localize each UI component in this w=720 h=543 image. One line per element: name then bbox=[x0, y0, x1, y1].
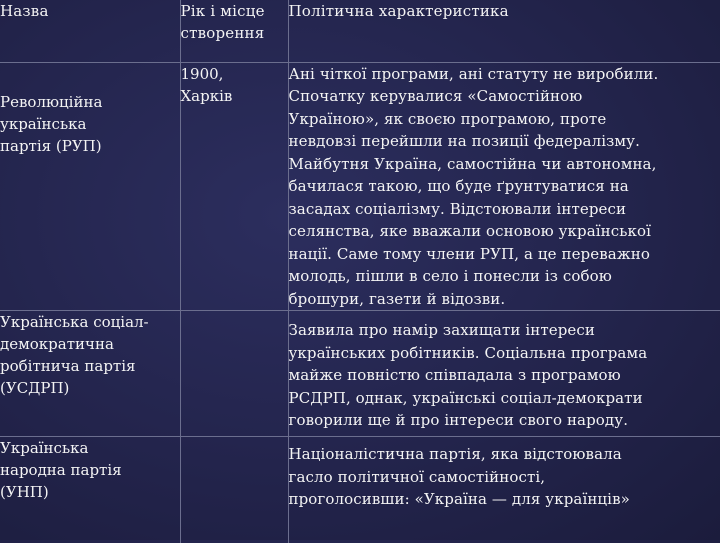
party-name-rup: Революційна українська партія (РУП) bbox=[0, 62, 180, 311]
description-unp: Націоналістична партія, яка відстоювала гасло політичної самостійності, проголосивши: «Україна — для українців» bbox=[288, 437, 720, 543]
table-row bbox=[0, 437, 720, 543]
party-name-usdrp: Українська соціал- демократична робітнича партія (УСДРП) bbox=[0, 311, 180, 437]
table-row bbox=[0, 311, 720, 437]
description-usdrp: Заявила про намір захищати інтереси українських робітників. Соціальна програма майже повністю співпадала з програмою РСДРП, однак, українські соціал-демократи говорили ще й про інтереси свого народу. bbox=[288, 311, 720, 437]
party-name-unp: Українська народна партія (УНП) bbox=[0, 437, 180, 543]
year-place-unp bbox=[180, 437, 288, 543]
year-place-usdrp bbox=[180, 311, 288, 437]
header-name: Назва bbox=[0, 0, 180, 62]
description-rup: Ані чіткої програми, ані статуту не виробили. Спочатку керувалися «Самостійною Україною», як своєю програмою, проте невдовзі перейшли на позиції федералізму. Майбутня Україна, самостійна чи автономна, бачилася такою, що буде ґрунтуватися на засадах соціалізму. Відстоювали інтереси селянства, яке вважали основою української нації. Саме тому члени РУП, а це переважно молодь, пішли в село і понесли із собою брошури, газети й відозви. bbox=[288, 62, 720, 311]
table-header-row bbox=[0, 0, 720, 62]
header-political: Політична характеристика bbox=[288, 0, 720, 62]
header-year-place: Рік і місце створення bbox=[180, 0, 288, 62]
year-place-rup: 1900, Харків bbox=[180, 62, 288, 311]
table-row bbox=[0, 62, 720, 311]
